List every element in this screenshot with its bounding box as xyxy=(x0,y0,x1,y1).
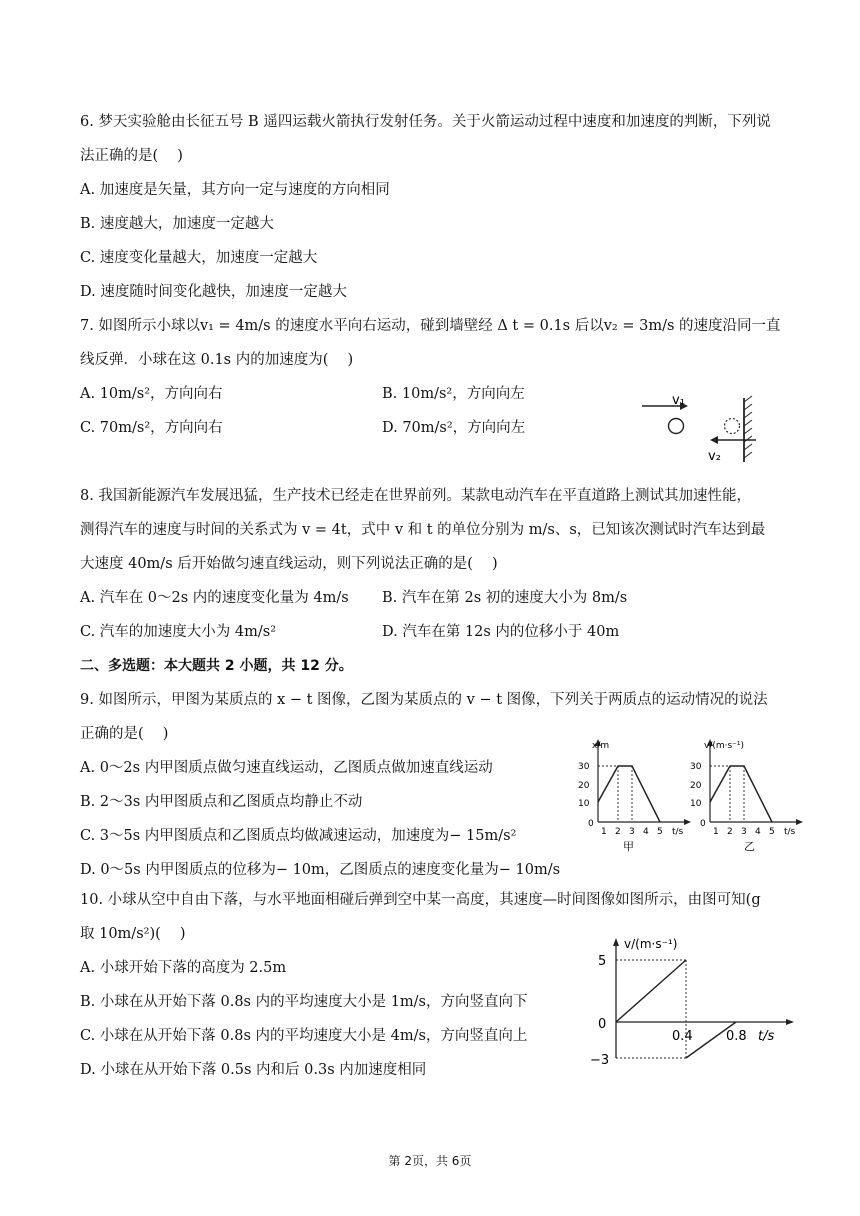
svg-text:4: 4 xyxy=(643,827,649,837)
svg-text:3: 3 xyxy=(629,827,635,837)
q8-option-d: D. 汽车在第 12s 内的位移小于 40m xyxy=(382,624,620,640)
wall-hatching xyxy=(744,396,752,458)
q9-option-d: D. 0～5s 内甲图质点的位移为− 10m，乙图质点的速度变化量为− 10m/s xyxy=(80,862,561,878)
q7-option-c: C. 70m/s²，方向向右 xyxy=(80,420,223,436)
q7-option-b: B. 10m/s²，方向向左 xyxy=(382,386,525,402)
graph-yi xyxy=(690,739,803,853)
q10-option-a: A. 小球开始下落的高度为 2.5m xyxy=(80,960,287,976)
svg-text:0: 0 xyxy=(598,1017,607,1032)
v2-label: v₂ xyxy=(708,449,721,464)
page-footer: 第 2页，共 6页 xyxy=(388,1154,472,1168)
q7-ball-wall-figure xyxy=(636,390,766,466)
q8-option-c: C. 汽车的加速度大小为 4m/s² xyxy=(80,624,277,640)
q6-option-c: C. 速度变化量越大，加速度一定越大 xyxy=(80,250,318,266)
q9-graphs-figure xyxy=(570,736,806,856)
q6-stem-line-1: 6. 梦天实验舱由长征五号 B 遥四运载火箭执行发射任务。关于火箭运动过程中速度和加速度的判断，下列说 xyxy=(80,114,771,130)
q10-stem-line-1: 10. 小球从空中自由下落，与水平地面相碰后弹到空中某一高度，其速度—时间图像如图所示，由图可知(g xyxy=(80,892,761,908)
q10-option-b: B. 小球在从开始下落 0.8s 内的平均速度大小是 1m/s，方向竖直向下 xyxy=(80,994,528,1010)
svg-text:10: 10 xyxy=(578,799,590,809)
q10-option-c: C. 小球在从开始下落 0.8s 内的平均速度大小是 4m/s，方向竖直向上 xyxy=(80,1028,528,1044)
q10-option-d: D. 小球在从开始下落 0.5s 内和后 0.3s 内加速度相同 xyxy=(80,1062,427,1078)
q9-option-c: C. 3～5s 内甲图质点和乙图质点均做减速运动，加速度为− 15m/s² xyxy=(80,828,517,844)
ball-at-wall xyxy=(725,419,740,434)
svg-text:4: 4 xyxy=(755,827,761,837)
q8-stem-line-2: 测得汽车的速度与时间的关系式为 v = 4t，式中 v 和 t 的单位分别为 m/s、s，已知该次测试时汽车达到最 xyxy=(80,522,766,538)
yi-caption: 乙 xyxy=(744,840,755,853)
svg-text:1: 1 xyxy=(713,827,719,837)
v2-arrowhead xyxy=(710,436,718,444)
svg-text:3: 3 xyxy=(741,827,747,837)
q8-stem-line-1: 8. 我国新能源汽车发展迅猛，生产技术已经走在世界前列。某款电动汽车在平直道路上测试其加速性能， xyxy=(80,488,751,504)
svg-text:t/s: t/s xyxy=(758,1029,775,1044)
graph-jia xyxy=(578,739,691,853)
svg-text:30: 30 xyxy=(578,762,590,772)
ball xyxy=(669,419,684,434)
q9-option-b: B. 2～3s 内甲图质点和乙图质点均静止不动 xyxy=(80,794,363,810)
q8-option-b: B. 汽车在第 2s 初的速度大小为 8m/s xyxy=(382,590,628,606)
svg-text:20: 20 xyxy=(578,781,590,791)
q9-option-a: A. 0～2s 内甲图质点做匀速直线运动，乙图质点做加速直线运动 xyxy=(80,760,493,776)
v1-label: v₁ xyxy=(672,393,685,408)
svg-text:5: 5 xyxy=(598,954,607,969)
q10-stem-line-2: 取 10m/s²)( ) xyxy=(80,926,186,942)
svg-text:30: 30 xyxy=(690,762,702,772)
svg-text:1: 1 xyxy=(601,827,607,837)
yi-ylabel: v/(m·s⁻¹) xyxy=(704,741,745,751)
q7-stem-line-1: 7. 如图所示小球以v₁ = 4m/s 的速度水平向右运动，碰到墙壁经 Δ t = 0.1s 后以v₂ = 3m/s 的速度沿同一直 xyxy=(80,318,781,334)
svg-text:5: 5 xyxy=(657,827,663,837)
svg-text:0.4: 0.4 xyxy=(672,1029,693,1044)
svg-text:2: 2 xyxy=(615,827,621,837)
svg-text:0: 0 xyxy=(588,819,594,829)
q8-option-a: A. 汽车在 0～2s 内的速度变化量为 4m/s xyxy=(80,590,349,606)
svg-text:5: 5 xyxy=(769,827,775,837)
svg-text:10: 10 xyxy=(690,799,702,809)
q6-option-a: A. 加速度是矢量，其方向一定与速度的方向相同 xyxy=(80,182,390,198)
svg-text:t/s: t/s xyxy=(784,827,796,837)
svg-text:0.8: 0.8 xyxy=(726,1029,747,1044)
q7-option-a: A. 10m/s²，方向向右 xyxy=(80,386,223,402)
q9-stem-line-2: 正确的是( ) xyxy=(80,726,169,742)
q7-option-d: D. 70m/s²，方向向左 xyxy=(382,420,526,436)
q9-stem-line-1: 9. 如图所示，甲图为某质点的 x − t 图像，乙图为某质点的 v − t 图像，下列关于两质点的运动情况的说法 xyxy=(80,692,768,708)
q6-stem-line-2: 法正确的是( ) xyxy=(80,148,183,164)
q6-option-d: D. 速度随时间变化越快，加速度一定越大 xyxy=(80,284,347,300)
jia-line xyxy=(598,766,660,822)
svg-text:0: 0 xyxy=(700,819,706,829)
q8-stem-line-3: 大速度 40m/s 后开始做匀速直线运动，则下列说法正确的是( ) xyxy=(80,556,498,572)
svg-text:t/s: t/s xyxy=(672,827,684,837)
yi-line xyxy=(710,766,772,822)
svg-text:−3: −3 xyxy=(590,1053,610,1068)
q10-ylabel: v/(m·s⁻¹) xyxy=(624,937,678,951)
q7-stem-line-2: 线反弹．小球在这 0.1s 内的加速度为( ) xyxy=(80,352,354,368)
svg-text:20: 20 xyxy=(690,781,702,791)
jia-caption: 甲 xyxy=(623,840,634,853)
q10-vt-graph xyxy=(584,934,798,1068)
section-title: 二、多选题：本大题共 2 小题，共 12 分。 xyxy=(80,658,353,674)
q6-option-b: B. 速度越大，加速度一定越大 xyxy=(80,216,274,232)
q10-falling-line xyxy=(616,960,686,1022)
svg-text:2: 2 xyxy=(727,827,733,837)
jia-ylabel: x/m xyxy=(592,741,610,751)
